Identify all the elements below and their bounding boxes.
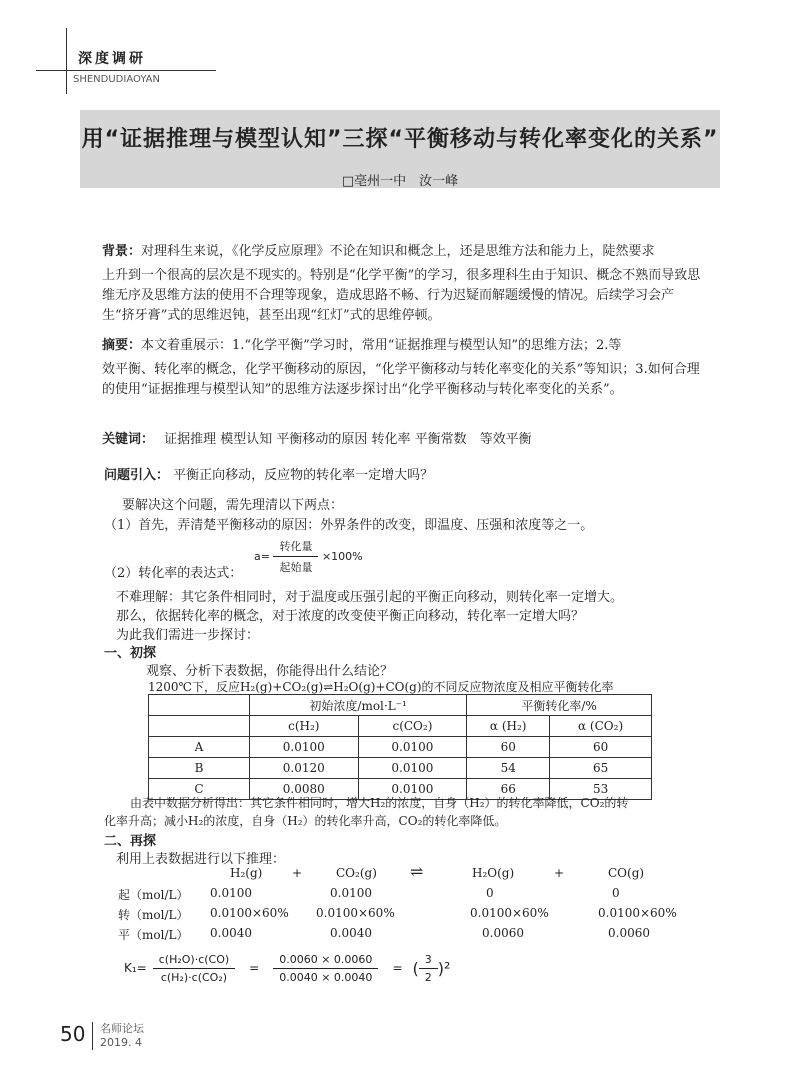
abstract-rest: 效平衡、转化率的概念，化学平衡移动的原因，“化学平衡移动与转化率变化的关系”等知识；3.如何合理的使用“证据推理与模型认知”的思维方法逐步探讨出“化学平衡移动与转化率变化的关系”。 [102,362,700,397]
species-co: CO(g) [608,866,645,880]
body-p4: 不难理解：其它条件相同时，对于温度或压强引起的平衡正向移动，则转化率一定增大。 [116,590,624,605]
species-h2o: H₂O(g) [472,866,515,880]
question-label: 问题引入： [104,468,170,483]
table-cell: 0.0120 [250,758,359,779]
table-cell: C [149,779,250,800]
page-number: 50 [60,1022,86,1046]
table-corner-2 [149,716,250,737]
k-equals-2: = [392,961,403,975]
question-text: 平衡正向移动，反应物的转化率一定增大吗？ [173,468,434,483]
equilibrium-constant [124,946,450,990]
table-group-conversion: 平衡转化率/% [467,695,652,716]
body-p5: 那么，依据转化率的概念，对于浓度的改变使平衡正向移动，转化率一定增大吗？ [116,609,585,624]
header-rule-vertical [66,28,67,94]
table-cell: 65 [550,758,652,779]
row-change-v0: 0.0100×60% [210,906,289,920]
k-paren-open: ( [412,958,419,978]
keywords-line [102,430,702,450]
table-col-cH2: c(H₂) [250,716,359,737]
body-p2: （1）首先，弄清楚平衡移动的原因：外界条件的改变，即温度、压强和浓度等之一。 [104,518,594,533]
background-line1: 对理科生来说，《化学反应原理》不论在知识和概念上，还是思维方法和能力上，陡然要求 [141,244,655,259]
body-p7: 观察、分析下表数据，你能得出什么结论？ [146,664,394,679]
heading-second: 二、再探 [104,834,157,849]
table-cell: 0.0080 [250,779,359,800]
equilibrium-arrow: ⇌ [410,862,424,881]
table-col-aCO2: α (CO₂) [550,716,652,737]
keywords-text: 证据推理 模型认知 平衡移动的原因 转化率 平衡常数 等效平衡 [164,432,532,447]
k-numerator-3: 3 [419,953,438,969]
row-start-v3: 0 [612,886,620,900]
background-paragraph [102,242,702,326]
footer-date: 2019. 4 [100,1036,142,1049]
section-label: 深度调研 [78,51,146,67]
k-fraction-1 [153,953,235,984]
table-col-cCO2: c(CO₂) [358,716,467,737]
row-change-v2: 0.0100×60% [470,906,549,920]
k-numerator-1: c(H₂O)·c(CO) [153,953,235,969]
row-label-change: 转（mol/L） [118,908,189,922]
k-fraction-3 [419,953,438,984]
row-eq-v3: 0.0060 [608,926,650,940]
formula-a: a= [254,550,270,563]
data-table [148,694,652,800]
formula-numerator: 转化量 [273,538,318,557]
table-cell: 66 [467,779,550,800]
species-h2: H₂(g) [230,866,263,880]
row-change-v1: 0.0100×60% [316,906,395,920]
conversion-formula [254,538,363,575]
author-line: □亳州一中 汝一峰 [341,174,459,189]
body-p11: 利用上表数据进行以下推理： [116,852,286,867]
table-row [149,758,652,779]
row-start-v2: 0 [486,886,494,900]
keywords-label: 关键词： [102,432,155,447]
species-co2: CO₂(g) [336,866,377,880]
header-rule-horizontal [36,70,216,71]
abstract-line1: 本文着重展示：1.“化学平衡”学习时，常用“证据推理与模型认知”的思维方法；2.等 [141,338,622,353]
table-cell: 60 [550,737,652,758]
table-cell: A [149,737,250,758]
row-eq-v0: 0.0040 [210,926,252,940]
table-corner [149,695,250,716]
species-plus-1: + [292,866,303,880]
footer-separator [92,1022,93,1050]
row-change-v3: 0.0100×60% [598,906,677,920]
table-col-aH2: α (H₂) [467,716,550,737]
body-p9: 由表中数据分析得出：其它条件相同时，增大H₂的浓度，自身（H₂）的转化率降低，CO₂的转 [130,796,629,810]
table-cell: 54 [467,758,550,779]
k-numerator-2: 0.0060 × 0.0060 [273,953,378,969]
species-plus-2: + [554,866,565,880]
body-p1: 要解决这个问题，需先理清以下两点： [122,498,344,513]
table-row [149,737,652,758]
section-pinyin: SHENDUDIAOYAN [73,74,160,85]
row-label-start: 起（mol/L） [118,888,189,902]
background-rest: 上升到一个很高的层次是不现实的。特别是“化学平衡”的学习，很多理科生由于知识、概念不熟而导致思维无序及思维方法的使用不合理等现象，造成思路不畅、行为迟疑而解题缓慢的情况。后续学习会产生“挤牙膏”式的思维迟钝，甚至出现“红灯”式的思维停顿。 [102,268,701,323]
heading-first: 一、初探 [104,646,157,661]
row-eq-v1: 0.0040 [330,926,372,940]
article-title: 用“证据推理与模型认知”三探“平衡移动与转化率变化的关系” [81,127,719,152]
background-label: 背景： [102,244,142,259]
body-p6: 为此我们需进一步探讨： [116,628,260,643]
body-p10: 化率升高；减小H₂的浓度，自身（H₂）的转化率升高，CO₂的转化率降低。 [104,814,507,828]
formula-fraction [273,538,318,575]
table-cell: 53 [550,779,652,800]
table-cell: 0.0100 [358,779,467,800]
footer-magazine: 名师论坛 [100,1022,144,1035]
row-start-v1: 0.0100 [330,886,372,900]
row-label-eq: 平（mol/L） [118,928,189,942]
table-group-concentration: 初始浓度/mol·L⁻¹ [250,695,467,716]
row-eq-v2: 0.0060 [482,926,524,940]
question-line [104,466,704,486]
k-fraction-2 [273,953,378,984]
abstract-paragraph [102,336,702,400]
body-p3: （2）转化率的表达式： [104,566,243,581]
table-cell: B [149,758,250,779]
formula-percent: ×100% [321,550,363,563]
table-cell: 0.0100 [250,737,359,758]
formula-denominator: 起始量 [279,561,313,574]
table-col-header [149,716,652,737]
body-p8: 1200℃下，反应H₂(g)+CO₂(g)⇌H₂O(g)+CO(g)的不同反应物浓度及相应平衡转化率 [148,680,614,694]
k-denominator-1: c(H₂)·c(CO₂) [160,970,228,984]
row-start-v0: 0.0100 [210,886,252,900]
table-cell: 0.0100 [358,758,467,779]
k-denominator-2: 0.0040 × 0.0040 [279,970,373,984]
abstract-label: 摘要： [102,338,142,353]
table-cell: 0.0100 [358,737,467,758]
table-group-header [149,695,652,716]
k-paren-close: )² [437,958,451,978]
k-denominator-3: 2 [424,970,432,984]
table-cell: 60 [467,737,550,758]
k-equals-1: = [249,961,260,975]
k-label: K₁= [124,961,147,975]
